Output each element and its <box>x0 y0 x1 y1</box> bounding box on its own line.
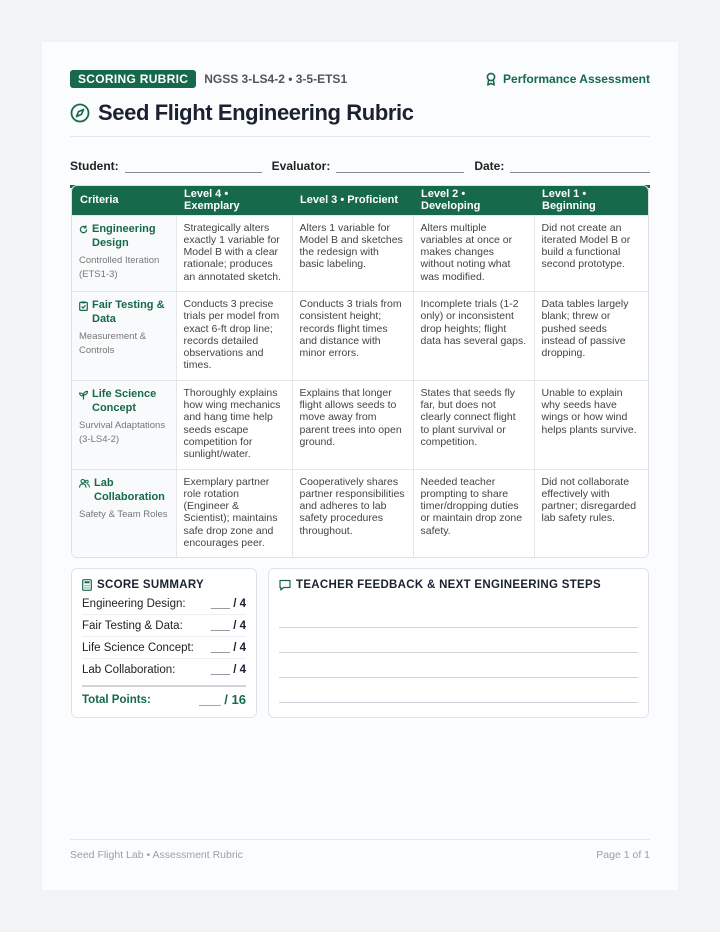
award-icon <box>485 72 497 86</box>
feedback-line <box>279 652 638 653</box>
score-label: Lab Collaboration: <box>82 664 176 676</box>
evaluator-field[interactable] <box>336 159 464 173</box>
rubric-table <box>71 185 649 558</box>
rubric-header-row <box>72 186 649 215</box>
score-row <box>82 637 246 659</box>
level-4-cell: Strategically alters exactly 1 variable for Model B with a clear rationale; produces an annotated sketch. <box>176 215 292 291</box>
table-row <box>72 469 649 557</box>
teacher-feedback-card <box>268 568 649 718</box>
level-3-cell: Alters 1 variable for Model B and sketches the redesign with basic labeling. <box>292 215 413 291</box>
feedback-heading <box>279 579 638 591</box>
student-label: Student: <box>70 159 119 173</box>
comment-icon <box>279 579 291 591</box>
criteria-cell <box>72 380 176 469</box>
level-4-cell: Exemplary partner role rotation (Engineer & Scientist); maintains safe drop zone and encourages peer. <box>176 469 292 557</box>
page-header <box>70 70 650 188</box>
level-2-cell: Incomplete trials (1-2 only) or inconsistent drop heights; flight data has several gaps. <box>413 291 534 380</box>
standards-label: NGSS 3-LS4-2 • 3-5-ETS1 <box>204 72 348 86</box>
feedback-line <box>279 677 638 678</box>
calculator-icon <box>82 579 92 591</box>
criteria-cell <box>72 215 176 291</box>
score-value[interactable]: ___ / 4 <box>210 641 246 654</box>
table-row <box>72 215 649 291</box>
page-title: Seed Flight Engineering Rubric <box>98 100 414 125</box>
criteria-name: Fair Testing & Data <box>92 298 165 325</box>
level-4-cell: Thoroughly explains how wing mechanics and hang time help seeds escape competition for sunlight/water. <box>176 380 292 469</box>
assessment-type-text: Performance Assessment <box>503 72 650 86</box>
header-divider <box>70 136 650 137</box>
table-row <box>72 380 649 469</box>
criteria-cell <box>72 291 176 380</box>
compass-icon <box>70 103 90 123</box>
criteria-subtitle: Safety & Team Roles <box>79 508 168 520</box>
score-row <box>82 593 246 615</box>
sprout-icon <box>79 390 88 400</box>
level-1-cell: Unable to explain why seeds have wings or how wind helps plants survive. <box>534 380 649 469</box>
date-field[interactable] <box>510 159 650 173</box>
score-value[interactable]: ___ / 4 <box>210 597 246 610</box>
page-footer <box>70 839 650 861</box>
criteria-subtitle: Controlled Iteration (ETS1-3) <box>79 254 160 280</box>
level-2-cell: States that seeds fly far, but does not clearly connect flight to plant survival or competition. <box>413 380 534 469</box>
total-points-row <box>82 685 246 707</box>
score-value[interactable]: ___ / 4 <box>210 664 246 676</box>
level-1-cell: Data tables largely blank; threw or pushed seeds instead of passive dropping. <box>534 291 649 380</box>
clipboard-check-icon <box>79 301 88 311</box>
level-4-cell: Conducts 3 precise trials per model from exact 6-ft drop line; records detailed observations and times. <box>176 291 292 380</box>
header-level-1: Level 1 • Beginning <box>534 186 649 215</box>
level-3-cell: Cooperatively shares partner responsibilities and adheres to lab safety procedures throughout. <box>292 469 413 557</box>
score-row <box>82 615 246 637</box>
date-label: Date: <box>474 159 505 173</box>
score-label: Life Science Concept: <box>82 641 194 654</box>
header-level-2: Level 2 • Developing <box>413 186 534 215</box>
criteria-subtitle: Survival Adaptations (3-LS4-2) <box>79 419 166 445</box>
performance-assessment-label <box>485 72 650 86</box>
header-level-3: Level 3 • Proficient <box>292 186 413 215</box>
header-criteria: Criteria <box>72 186 176 215</box>
team-icon <box>79 479 90 488</box>
total-points-value[interactable]: ___ / 16 <box>199 692 246 707</box>
header-level-4: Level 4 • Exemplary <box>176 186 292 215</box>
level-2-cell: Alters multiple variables at once or makes changes without noting what was modified. <box>413 215 534 291</box>
feedback-title: TEACHER FEEDBACK & NEXT ENGINEERING STEPS <box>296 579 601 591</box>
footer-left: Seed Flight Lab • Assessment Rubric <box>70 849 243 861</box>
level-1-cell: Did not create an iterated Model B or build a functional second prototype. <box>534 215 649 291</box>
feedback-lines[interactable] <box>279 627 638 703</box>
feedback-line <box>279 627 638 628</box>
student-info-fields <box>70 143 650 173</box>
score-label: Engineering Design: <box>82 597 186 610</box>
page-number: Page 1 of 1 <box>596 849 650 861</box>
level-3-cell: Conducts 3 trials from consistent height; records flight times and distance with minor errors. <box>292 291 413 380</box>
score-value[interactable]: ___ / 4 <box>210 619 246 632</box>
criteria-subtitle: Measurement & Controls <box>79 330 147 356</box>
criteria-name: Life Science Concept <box>92 387 157 414</box>
level-3-cell: Explains that longer flight allows seeds to move away from parent trees into open ground. <box>292 380 413 469</box>
student-field[interactable] <box>125 159 262 173</box>
feedback-line <box>279 702 638 703</box>
score-summary-title: SCORE SUMMARY <box>97 579 204 591</box>
table-row <box>72 291 649 380</box>
scoring-rubric-badge: SCORING RUBRIC <box>70 70 196 88</box>
score-row <box>82 659 246 681</box>
total-points-label: Total Points: <box>82 693 151 706</box>
score-summary-heading <box>82 579 246 591</box>
criteria-cell <box>72 469 176 557</box>
rubric-page <box>42 42 678 890</box>
score-label: Fair Testing & Data: <box>82 619 183 632</box>
criteria-name: Lab Collaboration <box>94 476 165 503</box>
level-2-cell: Needed teacher prompting to share timer/dropping duties or maintain drop zone safety. <box>413 469 534 557</box>
score-summary-card <box>71 568 257 718</box>
level-1-cell: Did not collaborate effectively with partner; disregarded lab safety rules. <box>534 469 649 557</box>
refresh-icon <box>79 225 88 234</box>
criteria-name: Engineering Design <box>92 222 156 249</box>
evaluator-label: Evaluator: <box>271 159 331 173</box>
